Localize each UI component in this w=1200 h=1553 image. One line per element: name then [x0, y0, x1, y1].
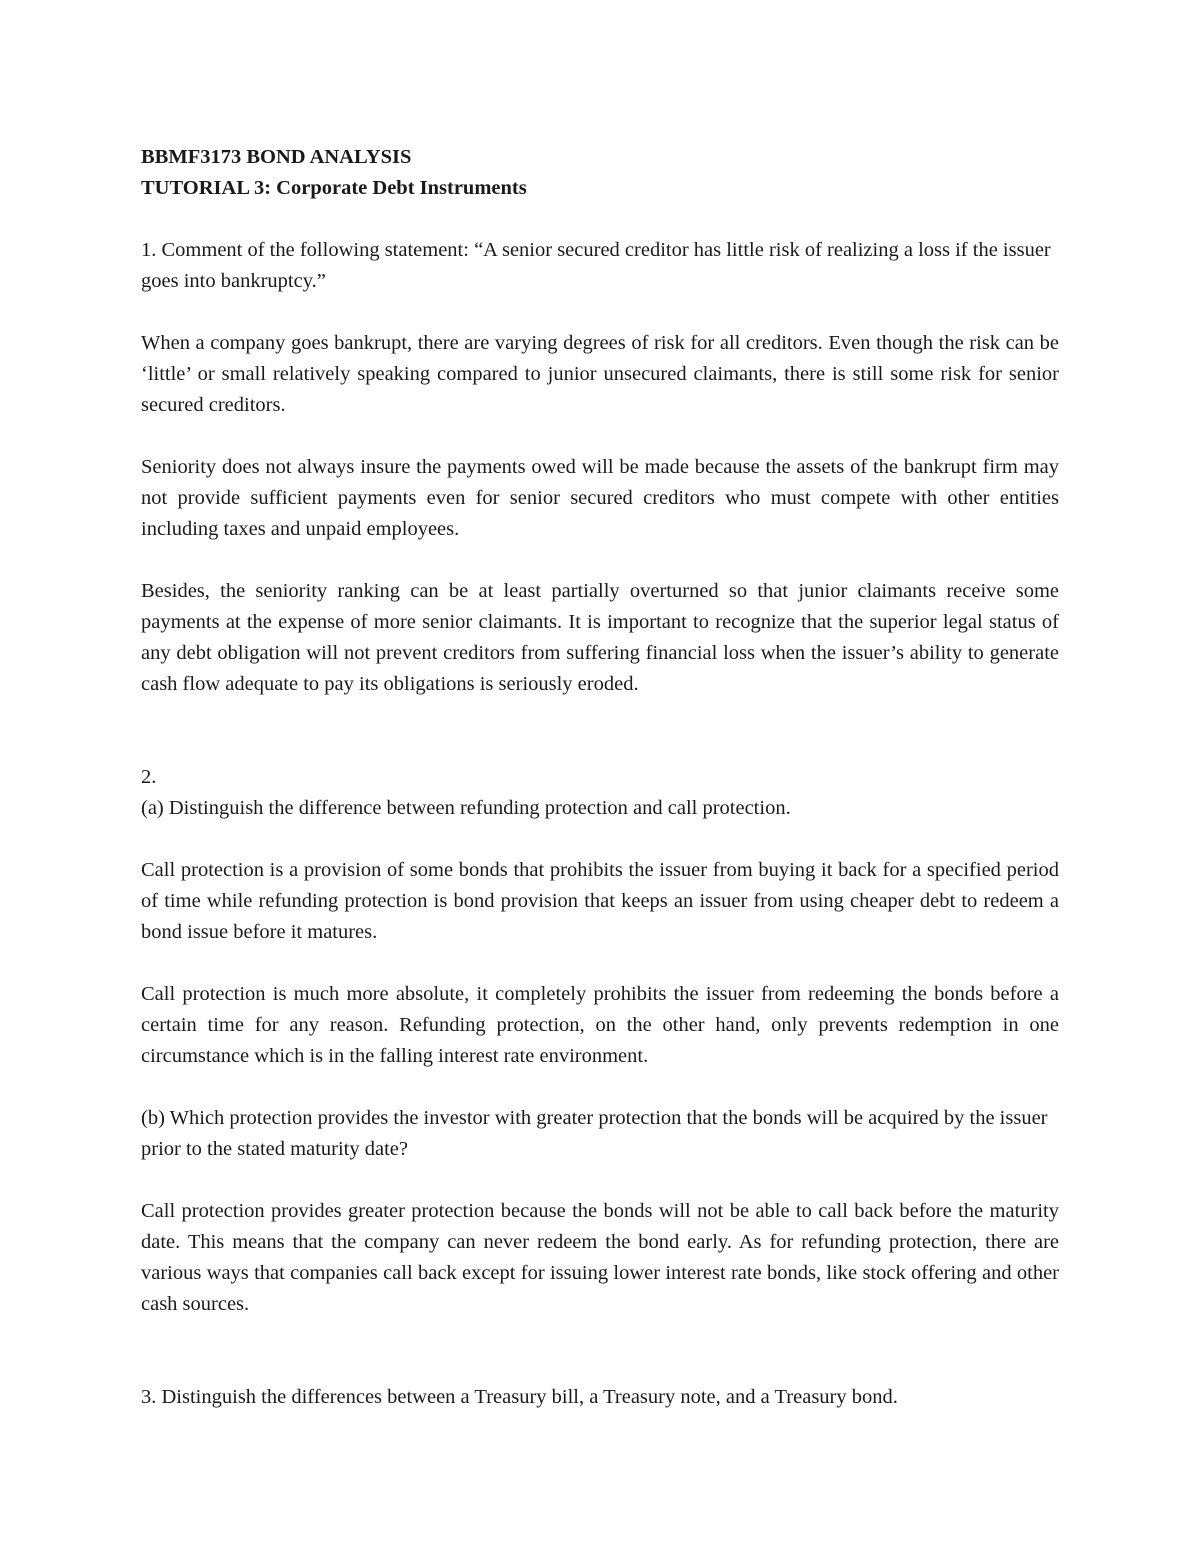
tutorial-title: TUTORIAL 3: Corporate Debt Instruments: [141, 177, 527, 199]
question-2-number: 2.: [141, 766, 157, 788]
question-1: 1. Comment of the following statement: “A senior secured creditor has little risk of realizing a loss if the issuer goes into bankruptcy.”: [141, 239, 1051, 292]
answer-2a-paragraph-2: Call protection is much more absolute, it completely prohibits the issuer from redeeming the bonds before a certain time for any reason. Refunding protection, on the other hand, only prevents redemption in one circumstance which is in the falling interest rate environment.: [141, 983, 1059, 1067]
course-title: BBMF3173 BOND ANALYSIS: [141, 146, 412, 168]
question-2a: (a) Distinguish the difference between refunding protection and call protection.: [141, 797, 791, 819]
answer-2b: Call protection provides greater protection because the bonds will not be able to call back before the maturity date. This means that the company can never redeem the bond early. As for refunding protection, there are various ways that companies call back except for issuing lower interest rate bonds, like stock offering and other cash sources.: [141, 1200, 1059, 1315]
question-2b: (b) Which protection provides the investor with greater protection that the bonds will be acquired by the issuer prior to the stated maturity date?: [141, 1107, 1048, 1160]
answer-2a-paragraph-1: Call protection is a provision of some bonds that prohibits the issuer from buying it back for a specified period of time while refunding protection is bond provision that keeps an issuer from using cheaper debt to redeem a bond issue before it matures.: [141, 859, 1059, 943]
document-page: [141, 142, 1059, 1413]
answer-1-paragraph-1: When a company goes bankrupt, there are varying degrees of risk for all creditors. Even though the risk can be ‘little’ or small relatively speaking compared to junior unsecured claimants, there is still some risk for senior secured creditors.: [141, 332, 1059, 416]
answer-1-paragraph-3: Besides, the seniority ranking can be at least partially overturned so that junior claimants receive some payments at the expense of more senior claimants. It is important to recognize that the superior legal status of any debt obligation will not prevent creditors from suffering financial loss when the issuer’s ability to generate cash flow adequate to pay its obligations is seriously eroded.: [141, 580, 1059, 695]
answer-1-paragraph-2: Seniority does not always insure the payments owed will be made because the assets of the bankrupt firm may not provide sufficient payments even for senior secured creditors who must compete with other entities including taxes and unpaid employees.: [141, 456, 1059, 540]
question-3: 3. Distinguish the differences between a Treasury bill, a Treasury note, and a Treasury bond.: [141, 1386, 898, 1408]
